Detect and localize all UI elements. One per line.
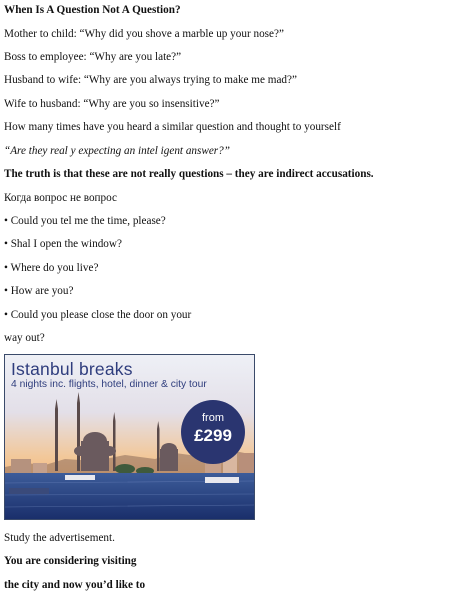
bullet-item: • Could you please close the door on your xyxy=(4,309,192,321)
example-line: How many times have you heard a similar question and thought to yourself xyxy=(4,121,341,133)
ad-title: Istanbul breaks xyxy=(11,359,133,379)
price-badge xyxy=(181,400,245,464)
example-line: Husband to wife: “Why are you always trying to make me mad?” xyxy=(4,74,297,86)
example-line: Mother to child: “Why did you shove a marble up your nose?” xyxy=(4,28,284,40)
bullet-item: • Where do you live? xyxy=(4,262,99,274)
task-prompt-line: You are considering visiting xyxy=(4,555,137,567)
example-line: Wife to husband: “Why are you so insensitive?” xyxy=(4,98,220,110)
bullet-item: • Could you tel me the time, please? xyxy=(4,215,166,227)
russian-heading: Когда вопрос не вопрос xyxy=(4,192,117,204)
bullet-item: • Shal I open the window? xyxy=(4,238,122,250)
bullet-item: • How are you? xyxy=(4,285,74,297)
ad-subtitle: 4 nights inc. flights, hotel, dinner & city tour xyxy=(11,379,207,390)
price-badge-from: from xyxy=(202,412,224,424)
task-prompt-line: the city and now you’d like to xyxy=(4,579,146,591)
truth-statement: The truth is that these are not really questions – they are indirect accusations. xyxy=(4,168,374,180)
istanbul-advertisement xyxy=(4,354,255,520)
bullet-continuation: way out? xyxy=(4,332,45,344)
page-title: When Is A Question Not A Question? xyxy=(4,4,181,16)
example-line: Boss to employee: “Why are you late?” xyxy=(4,51,182,63)
price-badge-amount: £299 xyxy=(194,426,232,445)
quote-line: “Are they real y expecting an intel igent answer?” xyxy=(4,145,230,157)
study-instruction: Study the advertisement. xyxy=(4,532,115,544)
